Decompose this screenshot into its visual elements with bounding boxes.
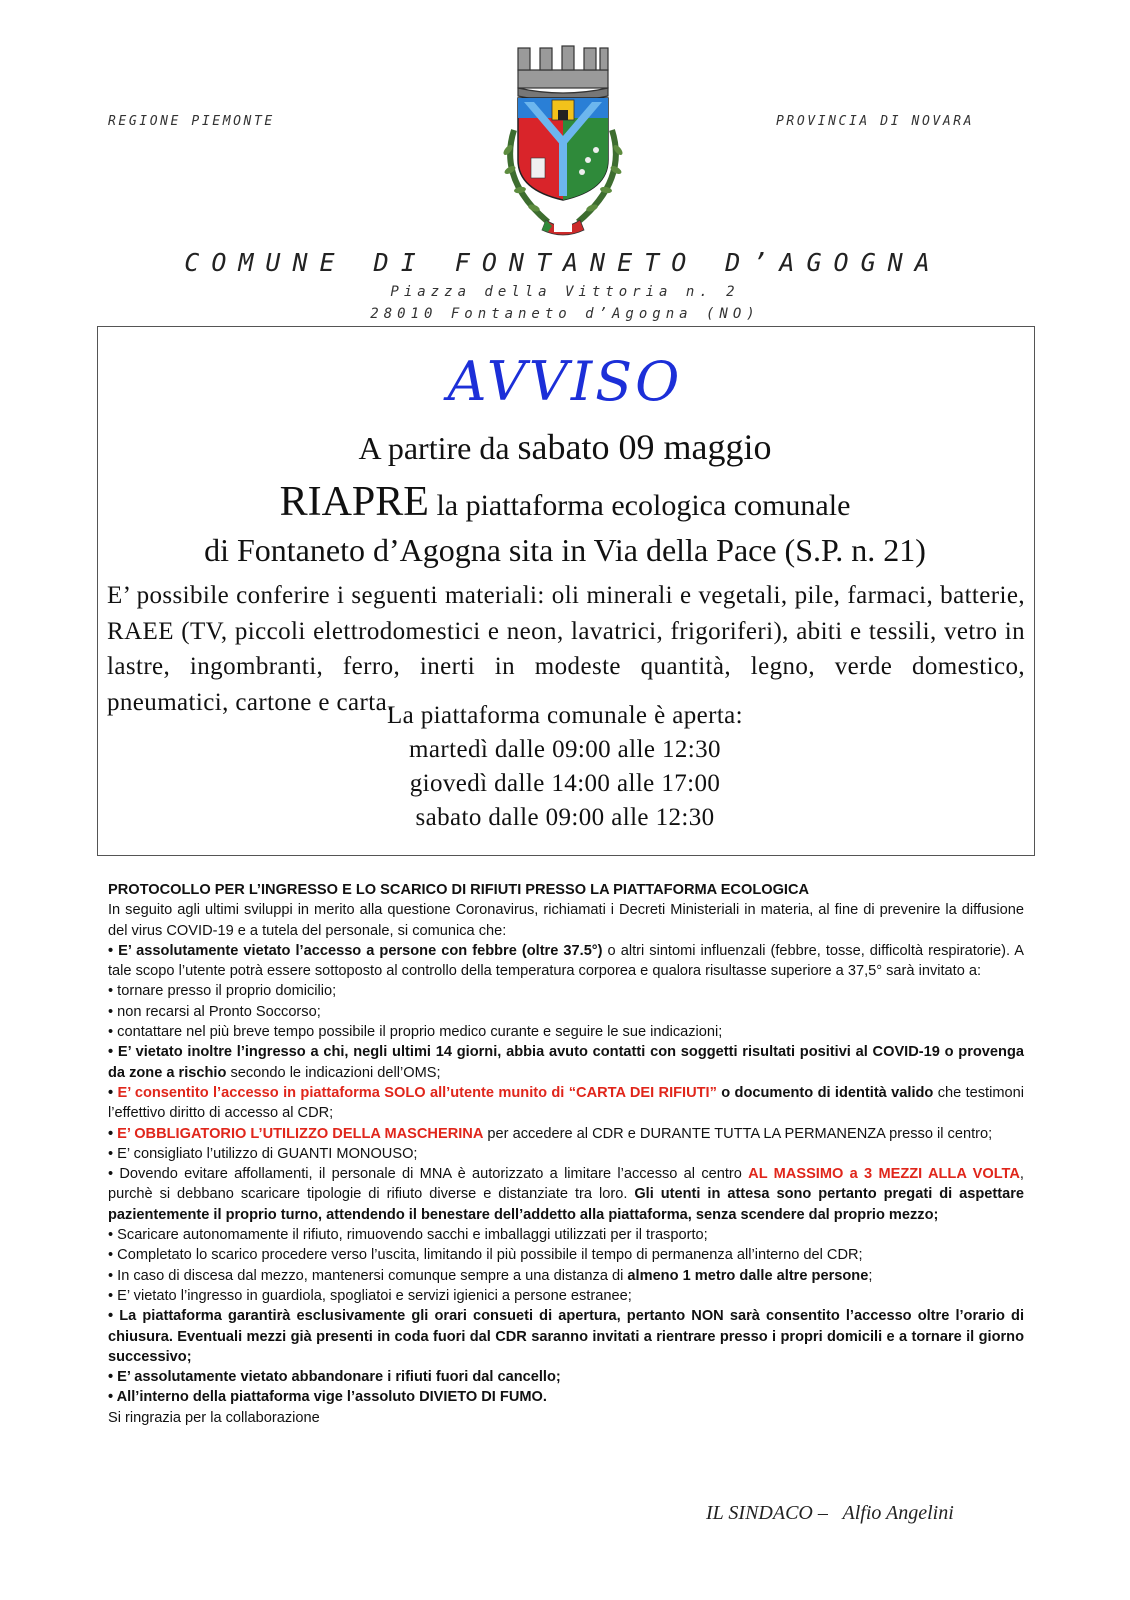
province-label: PROVINCIA DI NOVARA [776,114,975,129]
opening-hours-title: La piattaforma comunale è aperta: [386,702,744,729]
rule-fever [108,941,1024,982]
rule-mask [108,1124,1024,1144]
reopening-date-line [0,426,1130,468]
rule-exit: • Completato lo scarico procedere verso l’uscita, limitando il più possibile il tempo di permanenza all’interno del CDR; [108,1247,863,1264]
hours-thursday: giovedì dalle 14:00 alle 17:00 [409,770,721,797]
notice-title: AVVISO [447,350,683,413]
rule-mask-red: E’ OBBLIGATORIO L’UTILIZZO DELLA MASCHERINA [117,1125,484,1142]
reopening-line [0,478,1130,526]
rule-closing-time: • La piattaforma garantirà esclusivamente gli orari consueti di apertura, pertanto NON sarà consentito l’accesso oltre l’orario di chiusura. Eventuali mezzi già presenti in coda fuori dal CDR saranno invitati a rientrare presso i propri domicili e a tornare il giorno successivo; [108,1308,1024,1365]
protocol-intro: In seguito agli ultimi sviluppi in merito alla questione Coronavirus, richiamati i Decreti Ministeriali in materia, al fine di prevenire la diffusione del virus COVID-19 e a tutela del personale, si comunica che: [108,902,1024,939]
rule-doctor: • contattare nel più breve tempo possibile il proprio medico curante e seguire le sue indicazioni; [108,1024,723,1041]
protocol-title: PROTOCOLLO PER L’INGRESSO E LO SCARICO DI RIFIUTI PRESSO LA PIATTAFORMA ECOLOGICA [108,882,810,898]
rule-no-smoking: • All’interno della piattaforma vige l’assoluto DIVIETO DI FUMO. [108,1389,547,1406]
address-street: Piazza della Vittoria n. 2 [390,284,740,300]
platform-name: la piattaforma ecologica comunale [428,489,851,522]
municipality-name: COMUNE DI FONTANETO D’AGOGNA [184,248,942,277]
rule-home: • tornare presso il proprio domicilio; [108,983,337,1000]
address-city: 28010 Fontaneto d’Agogna (NO) [370,306,760,322]
date-intro: A partire da [358,430,518,466]
rule-crowding [108,1164,1024,1225]
rule-fever-text: o altri sintomi influenzali (febbre, tosse, difficoltà respiratorie). A tale scopo l’utente potrà essere sottoposto al controllo della temperatura corporea e qualora risultasse superiore a 37,5° sarà invitato a: [108,942,1025,980]
rule-mask-text: per accedere al CDR e DURANTE TUTTA LA PERMANENZA presso il centro; [483,1125,993,1142]
rule-distance [108,1266,1024,1286]
rule-waste-card-bullet: • [108,1084,118,1101]
municipal-crest-icon [488,40,638,240]
rule-contacts-text: secondo le indicazioni dell’OMS; [226,1064,441,1081]
platform-location: di Fontaneto d’Agogna sita in Via della Pace (S.P. n. 21) [204,532,926,568]
rule-fever-bold: • E’ assolutamente vietato l’accesso a persone con febbre (oltre 37.5°) [108,942,603,959]
rule-no-dumping: • E’ assolutamente vietato abbandonare i rifiuti fuori dal cancello; [108,1369,561,1386]
hours-saturday: sabato dalle 09:00 alle 12:30 [415,804,715,831]
rule-no-er: • non recarsi al Pronto Soccorso; [108,1003,321,1020]
crown [518,46,608,101]
rule-gloves: • E’ consigliato l’utilizzo di GUANTI MONOUSO; [108,1145,418,1162]
rule-waste-card-bold: o documento di identità valido [716,1084,934,1101]
rule-distance-text-a: • In caso di discesa dal mezzo, mantenersi comunque sempre a una distanza di [108,1267,628,1284]
rule-distance-text-b: ; [868,1267,873,1284]
rule-waste-card-text: che testimoni l’effettivo diritto di accesso al CDR; [108,1084,1024,1122]
rule-unload: • Scaricare autonomamente il rifiuto, rimuovendo sacchi e imballaggi utilizzati per il trasporto; [108,1227,708,1244]
rule-mask-bullet: • [108,1125,118,1142]
hours-tuesday: martedì dalle 09:00 alle 12:30 [409,736,721,763]
accepted-materials: E’ possibile conferire i seguenti materiali: oli minerali e vegetali, pile, farmaci, batterie, RAEE (TV, piccoli elettrodomestici e neon, lavatrici, frigoriferi), abiti e tessili, vetro in lastre, ingombranti, ferro, inerti in modeste quantità, legno, verde domestico, pneumatici, cartone e carta. [107,582,1025,716]
rule-crowding-text-b: , purchè si debbano scaricare tipologie di rifiuto diverse e distanziate tra loro. [108,1166,1024,1203]
mayor-signature: IL SINDACO – Alfio Angelini [706,1502,954,1524]
rule-crowding-bold: Gli utenti in attesa sono pertanto pregati di aspettare pazientemente il proprio turno, attendendo il benestare dell’addetto alla piattaforma, senza scendere dal proprio mezzo; [108,1186,1025,1223]
rule-contacts-bold: • E’ vietato inoltre l’ingresso a chi, negli ultimi 14 giorni, abbia avuto contatti con soggetti risultati positivi al COVID-19 o provenga da zone a rischio [108,1044,1024,1081]
reopening-date: sabato 09 maggio [517,427,772,467]
reopens-word: RIAPRE [279,479,429,525]
protocol-section [108,880,1024,1428]
rule-crowding-red: AL MASSIMO a 3 MEZZI ALLA VOLTA [748,1166,1020,1183]
region-label: REGIONE PIEMONTE [108,114,275,129]
rule-distance-bold: almeno 1 metro dalle altre persone [627,1267,869,1284]
thanks-line: Si ringrazia per la collaborazione [108,1409,320,1426]
rule-restricted-areas: • E’ vietato l’ingresso in guardiola, spogliatoi e servizi igienici a persone estranee; [108,1287,632,1304]
rule-crowding-text-a: • Dovendo evitare affollamenti, il personale di MNA è autorizzato a limitare l’accesso al centro [108,1166,749,1183]
rule-contacts [108,1042,1024,1083]
rule-waste-card [108,1083,1024,1124]
rule-waste-card-red: E’ consentito l’accesso in piattaforma SOLO all’utente munito di “CARTA DEI RIFIUTI” [117,1084,717,1101]
